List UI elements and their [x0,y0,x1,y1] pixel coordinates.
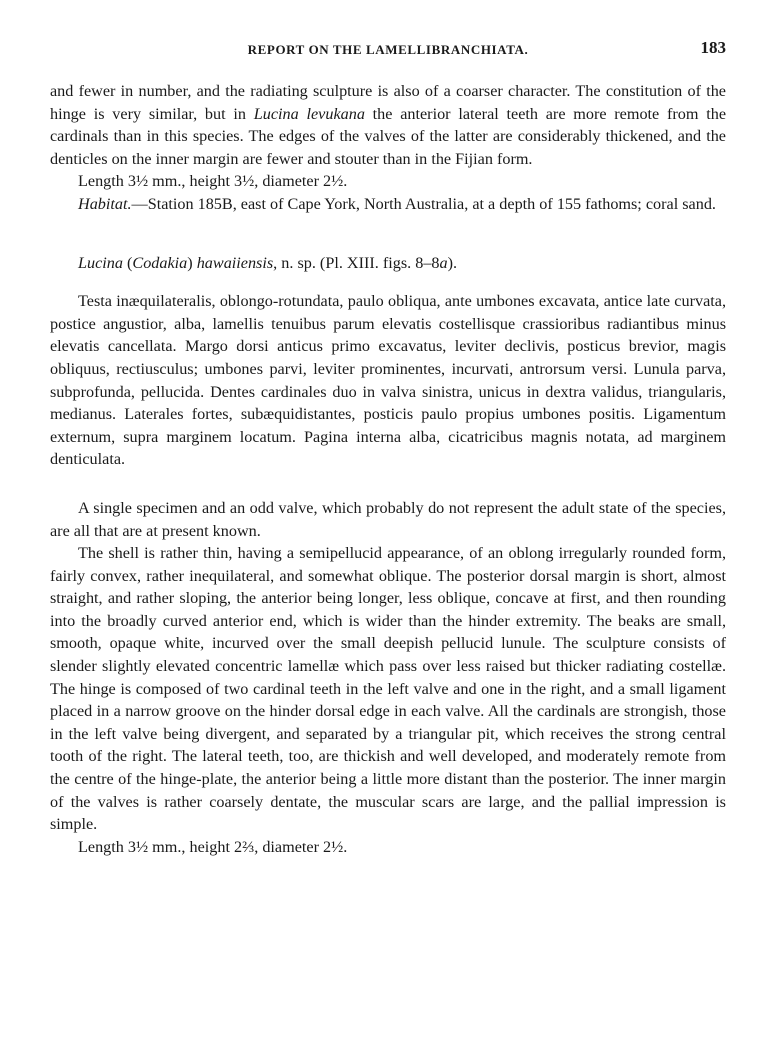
species-heading: Lucina (Codakia) hawaiiensis, n. sp. (Pl. XIII. figs. 8–8a). [78,253,458,272]
species-subgenus: Codakia [132,253,188,272]
running-head: REPORT ON THE LAMELLIBRANCHIATA. [247,42,529,57]
habitat-label: Habitat. [78,194,132,213]
english-paragraph-2: The shell is rather thin, having a semipellucid appearance, of an oblong irregularly rounded form, fairly convex, rather inequilateral, and somewhat oblique. The posterior dorsal margin is short, almost straight, and rather sloping, the anterior being longer, less oblique, concave at first, and then rounding into the broadly curved anterior end, which is wider than the hinder extremity. The beaks are small, smooth, opaque white, incurved over the small deepish pellucid lunule. The sculpture consists of slender slightly elevated concentric lamellæ which pass over less raised but thicker radiating costellæ. The hinge is composed of two cardinal teeth in the left valve and one in the right, and a small ligament placed in a narrow groove on the hinder dorsal edge in each valve. All the cardinals are strongish, those in the left valve being divergent, and separated by a triangular pit, which receives the strong central tooth of the right. The lateral teeth, too, are thickish and well developed, and moderately remote from the centre of the hinge-plate, the anterior being a little more distant than the posterior. The inner margin of the valves is rather coarsely dentate, the muscular scars are large, and the pallial impression is simple. [50,544,726,834]
continued-paragraph-text-a: and fewer in number, and the radiating sculpture is also of a coarser character. The constitution of the hinge is very similar, but in [50,82,726,123]
habitat-text: —Station 185B, east of Cape York, North Australia, at a depth of 155 fathoms; coral sand. [131,194,716,213]
measurements-previous: Length 3½ mm., height 3½, diameter 2½. [78,172,348,191]
english-paragraph-1: A single specimen and an odd valve, which probably do not represent the adult state of the species, are all that are at present known. [50,498,726,540]
page-number: 183 [700,38,726,57]
species-reference-levukana: Lucina levukana [253,104,365,123]
measurements-new-species: Length 3½ mm., height 2⅔, diameter 2½. [78,837,348,856]
species-heading-suffix: , n. sp. (Pl. XIII. figs. 8–8 [273,253,440,272]
page [50,38,726,858]
page-header [50,38,726,62]
species-heading-close: ). [447,253,458,272]
continued-paragraph [50,80,726,170]
species-epithet: hawaiiensis [196,253,274,272]
species-genus: Lucina [78,253,123,272]
continued-paragraph-text-b: the anterior lateral teeth are more remote from the cardinals than in this species. The edges of the valves of the latter are considerably thickened, and the denticles on the inner margin are fewer and stouter than in the Fijian form. [50,104,727,168]
figure-letter: a [439,253,448,272]
latin-description: Testa inæquilateralis, oblongo-rotundata, paulo obliqua, ante umbones excavata, antice late curvata, postice angustior, alba, lamellis tenuibus parum elevatis costellisque crassioribus radiantibus minus elevatis cancellata. Margo dorsi anticus primo excavatus, leviter declivis, posticus brevior, magis obliquus, rectiusculus; umbones parvi, leviter prominentes, incurvati, antrorsum versi. Lunula parva, subprofunda, pellucida. Dentes cardinales duo in valva sinistra, unicus in dextra validus, triangularis, medianus. Laterales fortes, subæquidistantes, posticis paulo propius umbones positis. Ligamentum externum, supra marginem locatum. Pagina interna alba, cicatricibus magnis notata, ad marginem denticulata. [50,292,726,469]
habitat-paragraph [50,193,726,216]
